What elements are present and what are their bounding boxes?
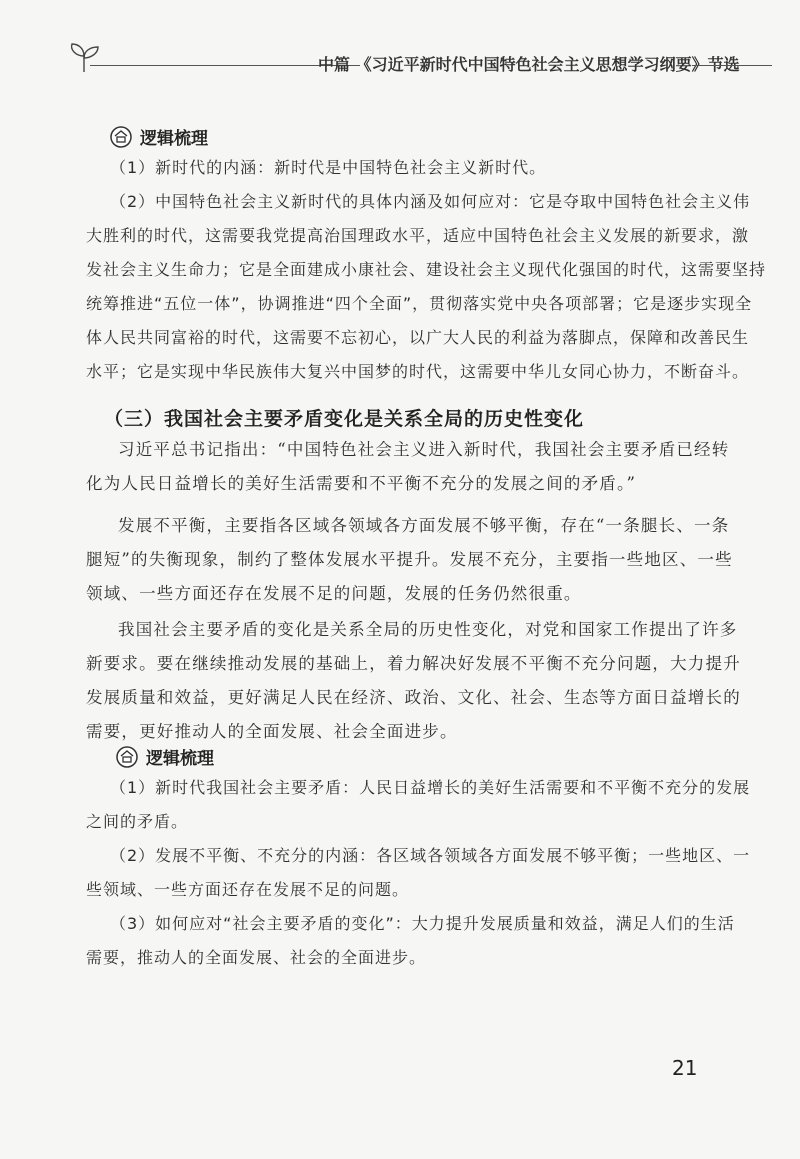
section-heading: （三）我国社会主要矛盾变化是关系全局的历史性变化 xyxy=(104,408,585,430)
header-rule-right xyxy=(692,65,772,66)
section-para-2-line-1: 发展不平衡，主要指各区域各领域各方面发展不够平衡，存在“一条腿长、一条 xyxy=(118,516,730,535)
logic-1-item-2-line-3: 发社会主义生命力；它是全面建成小康社会、建设社会主义现代化强国的时代，这需要坚持 xyxy=(86,260,767,279)
logic-1-item-2-line-6: 水平；它是实现中华民族伟大复兴中国梦的时代，这需要中华儿女同心协力，不断奋斗。 xyxy=(86,362,750,381)
section-para-1-line-1: 习近平总书记指出：“中国特色社会主义进入新时代，我国社会主要矛盾已经转 xyxy=(118,440,730,459)
logic-block-1-title xyxy=(110,124,208,149)
logic-1-item-2-line-1: （2）中国特色社会主义新时代的具体内涵及如何应对：它是夺取中国特色社会主义伟 xyxy=(110,192,751,211)
section-para-2-line-2: 腿短”的失衡现象，制约了整体发展水平提升。发展不充分，主要指一些地区、一些 xyxy=(86,550,733,569)
logic-2-item-3-line-2: 需要，推动人的全面发展、社会的全面进步。 xyxy=(86,948,427,967)
logic-2-item-1-line-2: 之间的矛盾。 xyxy=(86,812,189,831)
logic-1-item-2-line-5: 体人民共同富裕的时代，这需要不忘初心，以广大人民的利益为落脚点，保障和改善民生 xyxy=(86,328,750,347)
logic-badge-icon xyxy=(110,126,132,148)
page-number: 21 xyxy=(672,1056,698,1080)
logic-2-item-1-line-1: （1）新时代我国社会主要矛盾：人民日益增长的美好生活需要和不平衡不充分的发展 xyxy=(110,778,751,797)
logic-block-2-label: 逻辑梳理 xyxy=(146,749,214,769)
section-para-3-line-3: 发展质量和效益，更好满足人民在经济、政治、文化、社会、生态等方面日益增长的 xyxy=(86,688,741,707)
sprout-icon xyxy=(64,42,104,74)
section-para-3-line-4: 需要，更好推动人的全面发展、社会全面进步。 xyxy=(86,722,458,741)
logic-block-1-label: 逻辑梳理 xyxy=(140,129,208,149)
logic-2-item-2-line-1: （2）发展不平衡、不充分的内涵：各区域各领域各方面发展不够平衡；一些地区、一 xyxy=(110,846,751,865)
logic-2-item-3-line-1: （3）如何应对“社会主要矛盾的变化”：大力提升发展质量和效益，满足人们的生活 xyxy=(110,914,735,933)
logic-2-item-2-line-2: 些领域、一些方面还存在发展不足的问题。 xyxy=(86,880,410,899)
header-title: 中篇 《习近平新时代中国特色社会主义思想学习纲要》节选 xyxy=(318,55,740,74)
logic-block-2-title xyxy=(116,744,214,769)
logic-1-item-2-line-2: 大胜利的时代，这需要我党提高治国理政水平，适应中国特色社会主义发展的新要求，激 xyxy=(86,226,750,245)
logic-1-item-2-line-4: 统筹推进“五位一体”，协调推进“四个全面”，贯彻落实党中央各项部署；它是逐步实现全 xyxy=(86,294,753,313)
section-para-3-line-2: 新要求。要在继续推动发展的基础上，着力解决好发展不平衡不充分问题，大力提升 xyxy=(86,654,741,673)
section-para-3-line-1: 我国社会主要矛盾的变化是关系全局的历史性变化，对党和国家工作提出了许多 xyxy=(118,620,738,639)
section-para-1-line-2: 化为人民日益增长的美好生活需要和不平衡不充分的发展之间的矛盾。” xyxy=(86,474,637,493)
logic-badge-icon xyxy=(116,746,138,768)
running-header xyxy=(60,38,772,78)
logic-1-item-1: （1）新时代的内涵：新时代是中国特色社会主义新时代。 xyxy=(110,158,547,177)
section-para-2-line-3: 领域、一些方面还存在发展不足的问题，发展的任务仍然很重。 xyxy=(86,584,582,603)
